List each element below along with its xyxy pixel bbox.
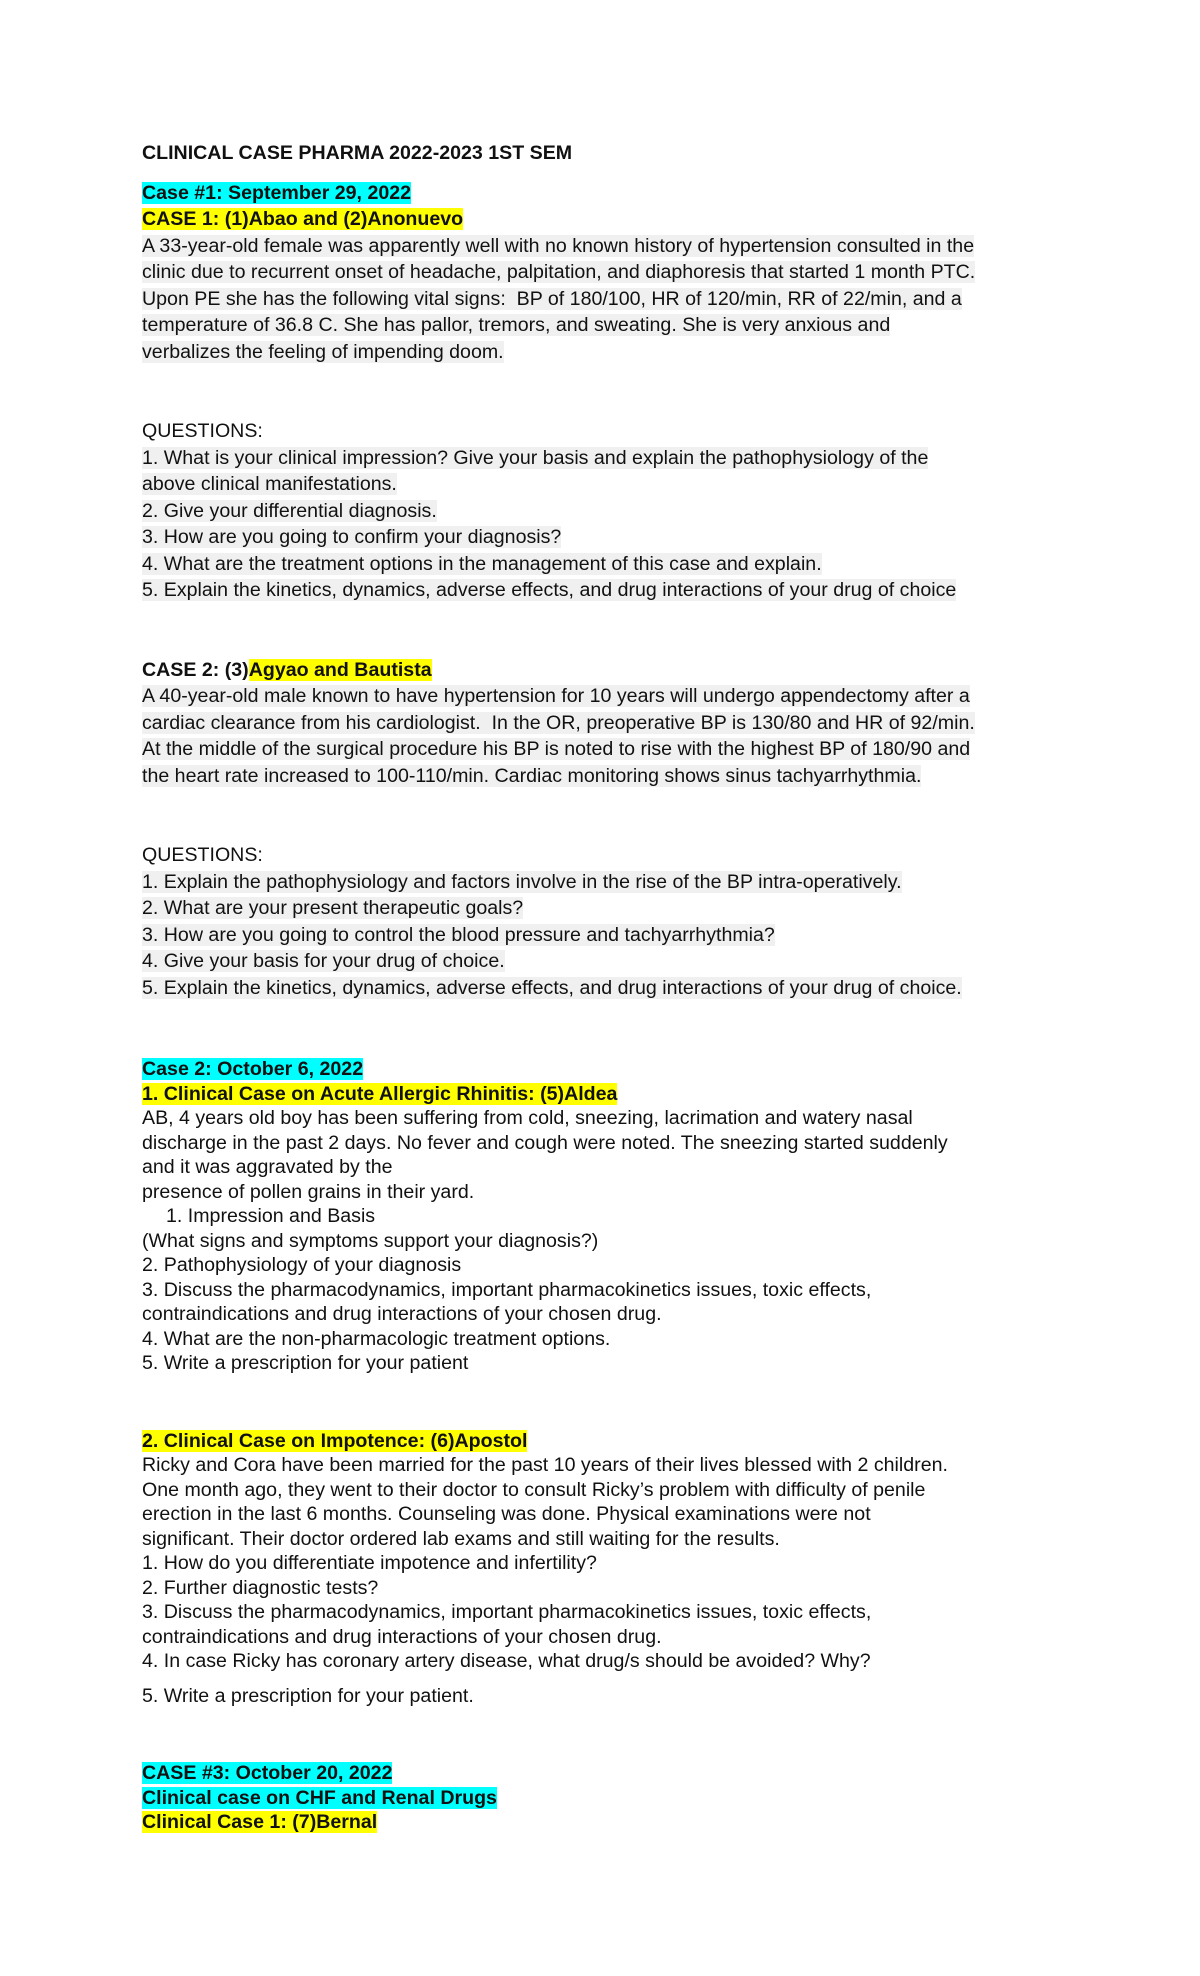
paragraph-line: the heart rate increased to 100-110/min. Cardiac monitoring shows sinus tachyarrhythmia. xyxy=(142,764,922,787)
case1-questions-list xyxy=(142,445,1082,604)
question-item: 3. How are you going to confirm your diagnosis? xyxy=(142,526,562,548)
paragraph-line: A 33-year-old female was apparently well with no known history of hypertension consulted in the xyxy=(142,234,975,257)
list-item: contraindications and drug interactions of your chosen drug. xyxy=(142,1625,662,1648)
rhinitis-item-1: 1. Impression and Basis xyxy=(166,1205,376,1227)
case2-questions-list xyxy=(142,869,1082,1002)
rhinitis-text xyxy=(142,1106,1082,1204)
case2-date-heading: Case 2: October 6, 2022 xyxy=(142,1058,364,1080)
paragraph-line: discharge in the past 2 days. No fever and cough were noted. The sneezing started suddenly xyxy=(142,1131,948,1154)
list-item: contraindications and drug interactions of your chosen drug. xyxy=(142,1303,662,1325)
case2-questions-label: QUESTIONS: xyxy=(142,844,263,866)
rhinitis-heading: 1. Clinical Case on Acute Allergic Rhinitis: (5)Aldea xyxy=(142,1082,618,1105)
paragraph-line: erection in the last 6 months. Counseling was done. Physical examinations were not xyxy=(142,1503,871,1525)
case1-case1-heading: CASE 1: (1)Abao and (2)Anonuevo xyxy=(142,208,464,230)
question-item: 4. Give your basis for your drug of choice. xyxy=(142,950,505,972)
impotence-heading: 2. Clinical Case on Impotence: (6)Apostol xyxy=(142,1429,528,1452)
rhinitis-items xyxy=(142,1229,1082,1376)
document-page xyxy=(142,140,1082,1835)
case1-questions-label: QUESTIONS: xyxy=(142,420,263,442)
case1-date-heading: Case #1: September 29, 2022 xyxy=(142,181,412,204)
paragraph-line: AB, 4 years old boy has been suffering from cold, sneezing, lacrimation and watery nasal xyxy=(142,1107,913,1129)
paragraph-line: presence of pollen grains in their yard. xyxy=(142,1180,475,1203)
question-item: 2. Give your differential diagnosis. xyxy=(142,499,437,522)
paragraph-line: One month ago, they went to their doctor to consult Ricky’s problem with difficulty of penile xyxy=(142,1478,926,1501)
document-title: CLINICAL CASE PHARMA 2022-2023 1ST SEM xyxy=(142,142,573,164)
paragraph-line: Upon PE she has the following vital signs: BP of 180/100, HR of 120/min, RR of 22/min, and a xyxy=(142,287,962,310)
case3-topic-heading: Clinical case on CHF and Renal Drugs xyxy=(142,1786,497,1809)
paragraph-line: clinic due to recurrent onset of headache, palpitation, and diaphoresis that started 1 month PTC. xyxy=(142,261,976,283)
case1-case2-text xyxy=(142,683,1082,789)
list-item: (What signs and symptoms support your diagnosis?) xyxy=(142,1229,599,1252)
paragraph-line: cardiac clearance from his cardiologist. In the OR, preoperative BP is 130/80 and HR of 92/min. xyxy=(142,711,975,734)
question-item: 1. Explain the pathophysiology and factors involve in the rise of the BP intra-operatively. xyxy=(142,870,902,893)
paragraph-line: At the middle of the surgical procedure his BP is noted to rise with the highest BP of 180/90 and xyxy=(142,738,971,760)
list-item: 1. How do you differentiate impotence and infertility? xyxy=(142,1552,597,1574)
case3-case1-heading: Clinical Case 1: (7)Bernal xyxy=(142,1811,378,1833)
paragraph-line: A 40-year-old male known to have hypertension for 10 years will undergo appendectomy after a xyxy=(142,685,970,707)
list-item: 2. Further diagnostic tests? xyxy=(142,1576,379,1599)
question-item: 3. How are you going to control the blood pressure and tachyarrhythmia? xyxy=(142,923,775,946)
question-item: 2. What are your present therapeutic goals? xyxy=(142,897,524,919)
paragraph-line: verbalizes the feeling of impending doom. xyxy=(142,340,504,363)
paragraph-line: and it was aggravated by the xyxy=(142,1156,393,1178)
case1-case1-text xyxy=(142,233,1082,366)
case3-date-heading: CASE #3: October 20, 2022 xyxy=(142,1762,393,1784)
paragraph-line: significant. Their doctor ordered lab exams and still waiting for the results. xyxy=(142,1527,780,1550)
question-item: 5. Explain the kinetics, dynamics, adverse effects, and drug interactions of your drug of choice xyxy=(142,579,957,601)
list-item: 3. Discuss the pharmacodynamics, important pharmacokinetics issues, toxic effects, xyxy=(142,1278,872,1301)
question-item: 1. What is your clinical impression? Give your basis and explain the pathophysiology of the xyxy=(142,446,929,469)
impotence-last-item: 5. Write a prescription for your patient. xyxy=(142,1684,474,1707)
impotence-text xyxy=(142,1453,1082,1674)
list-item: 4. In case Ricky has coronary artery disease, what drug/s should be avoided? Why? xyxy=(142,1650,871,1672)
list-item: 4. What are the non-pharmacologic treatment options. xyxy=(142,1327,611,1350)
case1-case2-heading: CASE 2: (3)Agyao and Bautista xyxy=(142,658,432,681)
list-item: 2. Pathophysiology of your diagnosis xyxy=(142,1254,462,1276)
list-item: 5. Write a prescription for your patient xyxy=(142,1352,469,1374)
paragraph-line: temperature of 36.8 C. She has pallor, tremors, and sweating. She is very anxious and xyxy=(142,314,891,336)
question-item: above clinical manifestations. xyxy=(142,473,397,495)
question-item: 5. Explain the kinetics, dynamics, adverse effects, and drug interactions of your drug of choice. xyxy=(142,976,962,999)
paragraph-line: Ricky and Cora have been married for the past 10 years of their lives blessed with 2 children. xyxy=(142,1454,948,1476)
list-item: 3. Discuss the pharmacodynamics, important pharmacokinetics issues, toxic effects, xyxy=(142,1601,872,1623)
question-item: 4. What are the treatment options in the management of this case and explain. xyxy=(142,552,822,575)
